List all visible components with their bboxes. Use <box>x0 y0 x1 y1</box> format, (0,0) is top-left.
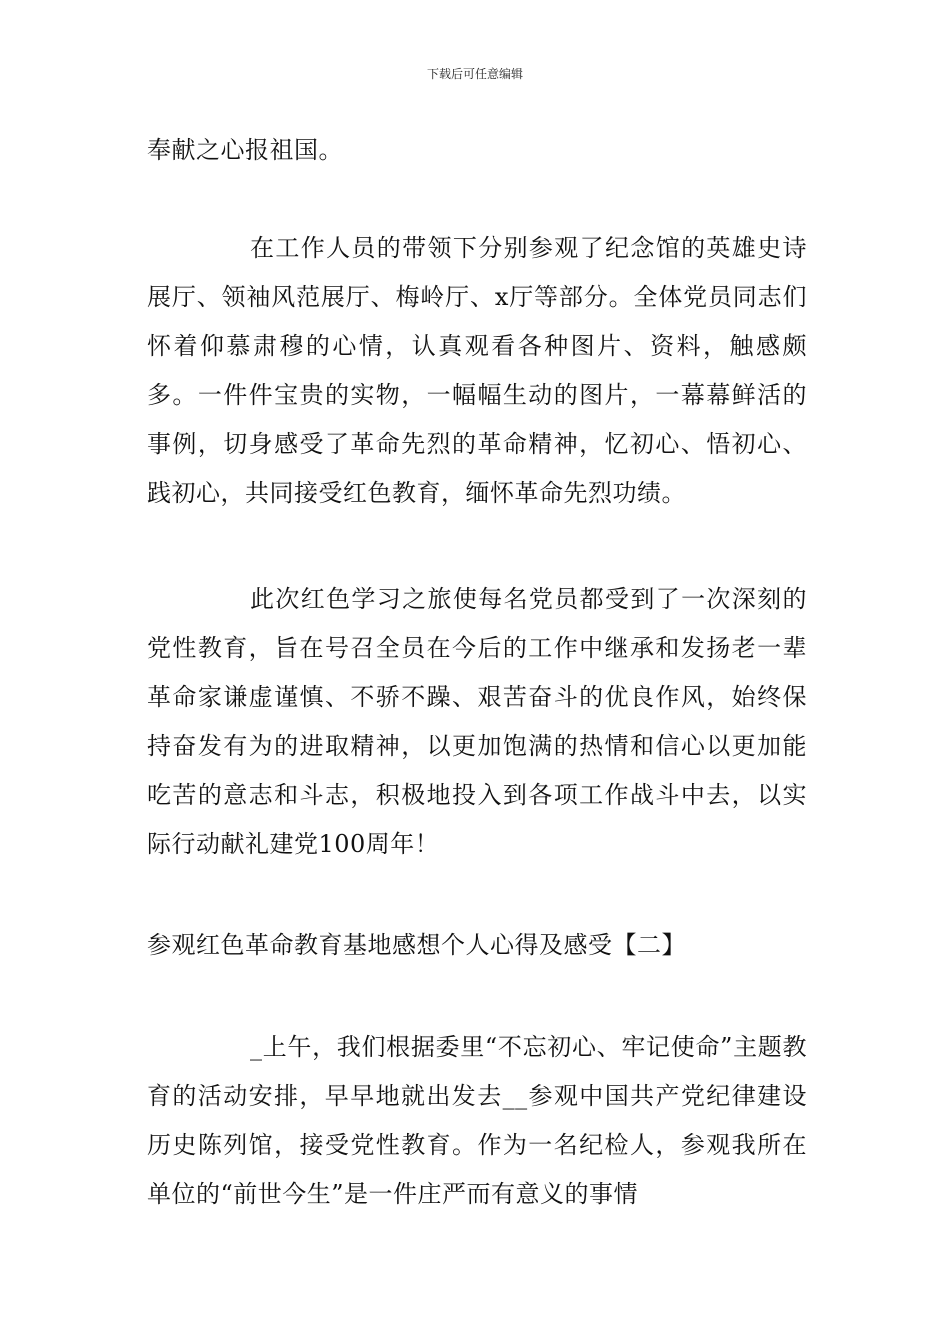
page-header-note: 下载后可任意编辑 <box>426 67 523 81</box>
section-heading-two: 参观红色革命教育基地感想个人心得及感受【二】 <box>147 931 686 959</box>
paragraph-continuation: 奉献之心报祖国。 <box>147 136 343 164</box>
paragraph-museum-visit: 在工作人员的带领下分别参观了纪念馆的英雄史诗展厅、领袖风范展厅、梅岭厅、x厅等部分。全体党员同志们怀着仰慕肃穆的心情，认真观看各种图片、资料，触感颇多。一件件宝贵的实物，一幅幅生动的图片，一幕幕鲜活的事例，切身感受了革命先烈的革命精神，忆初心、悟初心、践初心，共同接受红色教育，缅怀革命先烈功绩。 <box>147 234 807 507</box>
paragraph-study-trip: 此次红色学习之旅使每名党员都受到了一次深刻的党性教育，旨在号召全员在今后的工作中继承和发扬老一辈革命家谦虚谨慎、不骄不躁、艰苦奋斗的优良作风，始终保持奋发有为的进取精神，以更加饱满的热情和信心以更加能吃苦的意志和斗志，积极地投入到各项工作战斗中去，以实际行动献礼建党100周年！ <box>147 585 807 858</box>
paragraph-discipline-museum: _上午，我们根据委里“不忘初心、牢记使命”主题教育的活动安排，早早地就出发去__参观中国共产党纪律建设历史陈列馆，接受党性教育。作为一名纪检人，参观我所在单位的“前世今生”是一件庄严而有意义的事情 <box>147 1033 807 1208</box>
